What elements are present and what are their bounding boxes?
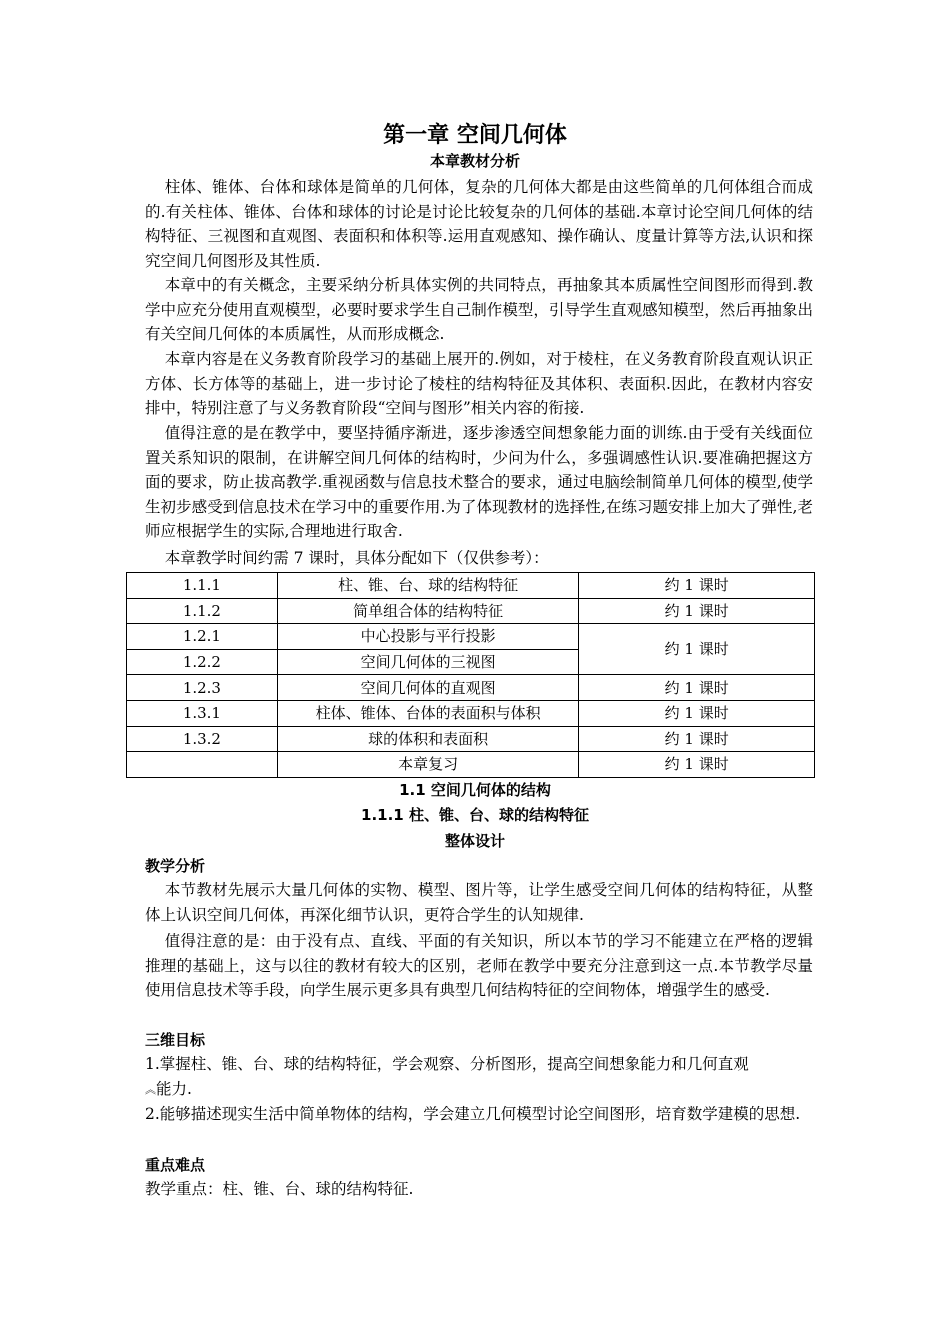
table-cell-num: 1.2.3 <box>127 675 278 701</box>
table-cell-num: 1.3.1 <box>127 700 278 726</box>
table-cell-num: 1.2.2 <box>127 649 278 675</box>
table-row <box>127 726 815 752</box>
table-cell-topic: 简单组合体的结构特征 <box>277 598 579 624</box>
table-cell-topic: 空间几何体的直观图 <box>277 675 579 701</box>
table-cell-time: 约 1 课时 <box>579 726 815 752</box>
intro-paragraph-1: 柱体、锥体、台体和球体是简单的几何体，复杂的几何体大都是由这些简单的几何体组合而成的.有关柱体、锥体、台体和球体的讨论是讨论比较复杂的几何体的基础.本章讨论空间几何体的结构特征、三视图和直观图、表面积和体积等.运用直观感知、操作确认、度量计算等方法,认识和探究空间几何图形及其性质. <box>145 178 813 270</box>
table-cell-num: 1.2.1 <box>127 624 278 650</box>
subsection-heading: 1.1.1 柱、锥、台、球的结构特征 <box>361 806 589 824</box>
chapter-title: 第一章 空间几何体 <box>383 123 567 148</box>
intro-paragraph-4: 值得注意的是在教学中，要坚持循序渐进，逐步渗透空间想象能力面的训练.由于受有关线面位置关系知识的限制，在讲解空间几何体的结构时，少问为什么，多强调感性认识.要准确把握这方面的要求，防止拔高教学.重视函数与信息技术整合的要求，通过电脑绘制简单几何体的模型,使学生初步感受到信息技术在学习中的重要作用.为了体现教材的选择性,在练习题安排上加大了弹性,老师应根据学生的实际,合理地进行取舍. <box>145 424 813 540</box>
table-cell-topic: 柱、锥、台、球的结构特征 <box>277 573 579 599</box>
table-cell-num: 1.3.2 <box>127 726 278 752</box>
goal-item-1 <box>145 1052 813 1102</box>
table-cell-num: 1.1.2 <box>127 598 278 624</box>
intro-paragraph-5: 本章教学时间约需 7 课时，具体分配如下（仅供参考）： <box>164 549 549 567</box>
goal-item-1-line2 <box>145 1077 813 1102</box>
intro-paragraph-3: 本章内容是在义务教育阶段学习的基础上展开的.例如，对于棱柱，在义务教育阶段直观认识正方体、长方体等的基础上，进一步讨论了棱柱的结构特征及其体积、表面积.因此，在教材内容安排中，特别注意了与义务教育阶段“空间与图形”相关内容的衔接. <box>145 350 813 417</box>
table-row <box>127 675 815 701</box>
teaching-analysis-heading: 教学分析 <box>145 857 206 875</box>
table-cell-time-merged: 约 1 课时 <box>579 624 815 675</box>
table-cell-time: 约 1 课时 <box>579 573 815 599</box>
goal-item-1-text: 能力. <box>156 1079 192 1098</box>
design-heading: 整体设计 <box>444 832 505 850</box>
table-row <box>127 598 815 624</box>
table-cell-topic: 空间几何体的三视图 <box>277 649 579 675</box>
table-cell-topic: 柱体、锥体、台体的表面积与体积 <box>277 700 579 726</box>
table-cell-time: 约 1 课时 <box>579 700 815 726</box>
table-cell-topic: 中心投影与平行投影 <box>277 624 579 650</box>
key-points-text: 教学重点：柱、锥、台、球的结构特征. <box>145 1180 414 1198</box>
table-row <box>127 624 815 650</box>
key-points-heading: 重点难点 <box>145 1156 206 1174</box>
table-row <box>127 752 815 778</box>
schedule-table <box>126 572 815 778</box>
goal-item-1-line1: 1.掌握柱、锥、台、球的结构特征，学会观察、分析图形，提高空间想象能力和几何直观 <box>145 1055 749 1073</box>
table-cell-topic: 本章复习 <box>277 752 579 778</box>
analysis-paragraph-1: 本节教材先展示大量几何体的实物、模型、图片等，让学生感受空间几何体的结构特征，从整体上认识空间几何体，再深化细节认识，更符合学生的认知规律. <box>145 881 813 924</box>
table-cell-time: 约 1 课时 <box>579 598 815 624</box>
analysis-paragraph-2: 值得注意的是：由于没有点、直线、平面的有关知识，所以本节的学习不能建立在严格的逻辑推理的基础上，这与以往的教材有较大的区别，老师在教学中要充分注意到这一点.本节教学尽量使用信息技术等手段，向学生展示更多具有典型几何结构特征的空间物体，增强学生的感受. <box>145 932 813 999</box>
table-cell-time: 约 1 课时 <box>579 752 815 778</box>
section-heading: 1.1 空间几何体的结构 <box>399 781 551 799</box>
table-row <box>127 573 815 599</box>
table-cell-time: 约 1 课时 <box>579 675 815 701</box>
goal-item-2: 2.能够描述现实生活中简单物体的结构，学会建立几何模型讨论空间图形，培育数学建模的思想. <box>145 1105 801 1123</box>
table-row <box>127 700 815 726</box>
table-cell-num <box>127 752 278 778</box>
analysis-heading: 本章教材分析 <box>429 152 520 170</box>
goals-heading: 三维目标 <box>145 1031 206 1049</box>
caret-mark: ︽ <box>145 1082 156 1096</box>
table-cell-topic: 球的体积和表面积 <box>277 726 579 752</box>
intro-paragraph-2: 本章中的有关概念，主要采纳分析具体实例的共同特点，再抽象其本质属性空间图形而得到.教学中应充分使用直观模型，必要时要求学生自己制作模型，引导学生直观感知模型，然后再抽象出有关空间几何体的本质属性，从而形成概念. <box>145 276 813 343</box>
table-cell-num: 1.1.1 <box>127 573 278 599</box>
